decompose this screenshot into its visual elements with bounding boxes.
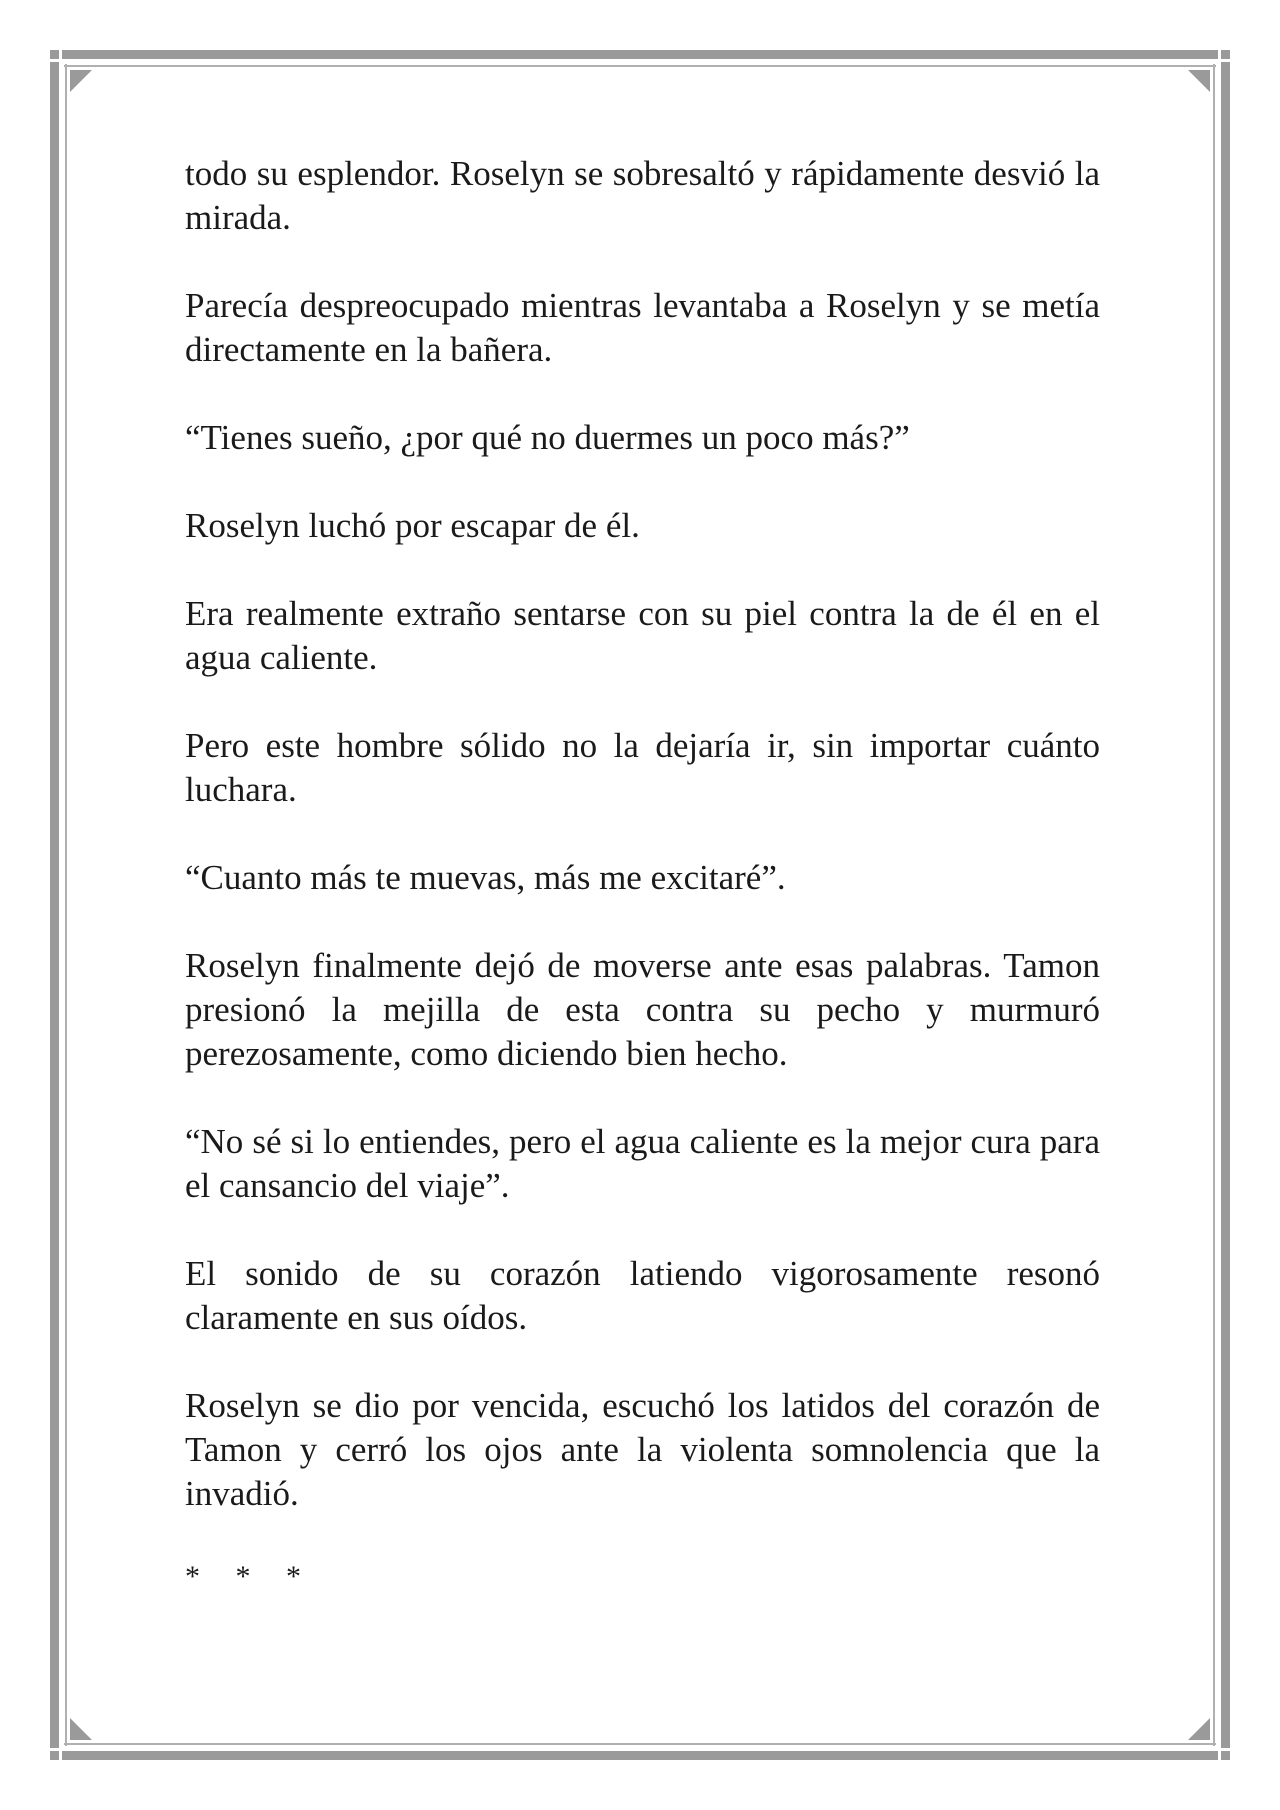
paragraph: Roselyn luchó por escapar de él. bbox=[185, 506, 640, 545]
paragraph: Roselyn se dio por vencida, escuchó los latidos del corazón de Tamon y cerró los ojos ante la violenta somnolencia que la invadió. bbox=[185, 1386, 1100, 1513]
page-body bbox=[185, 152, 1100, 1594]
paragraph: “Cuanto más te muevas, más me excitaré”. bbox=[185, 858, 786, 897]
paragraph: Era realmente extraño sentarse con su piel contra la de él en el agua caliente. bbox=[185, 594, 1100, 677]
section-separator: * * * bbox=[185, 1560, 315, 1593]
paragraph: “No sé si lo entiendes, pero el agua caliente es la mejor cura para el cansancio del viaje”. bbox=[185, 1122, 1100, 1205]
paragraph: El sonido de su corazón latiendo vigorosamente resonó claramente en sus oídos. bbox=[185, 1254, 1100, 1337]
paragraph: Roselyn finalmente dejó de moverse ante esas palabras. Tamon presionó la mejilla de esta contra su pecho y murmuró perezosamente, como diciendo bien hecho. bbox=[185, 946, 1100, 1073]
paragraph: todo su esplendor. Roselyn se sobresaltó y rápidamente desvió la mirada. bbox=[185, 154, 1100, 237]
paragraph: “Tienes sueño, ¿por qué no duermes un poco más?” bbox=[185, 418, 910, 457]
paragraph: Parecía despreocupado mientras levantaba a Roselyn y se metía directamente en la bañera. bbox=[185, 286, 1100, 369]
paragraph: Pero este hombre sólido no la dejaría ir, sin importar cuánto luchara. bbox=[185, 726, 1100, 809]
